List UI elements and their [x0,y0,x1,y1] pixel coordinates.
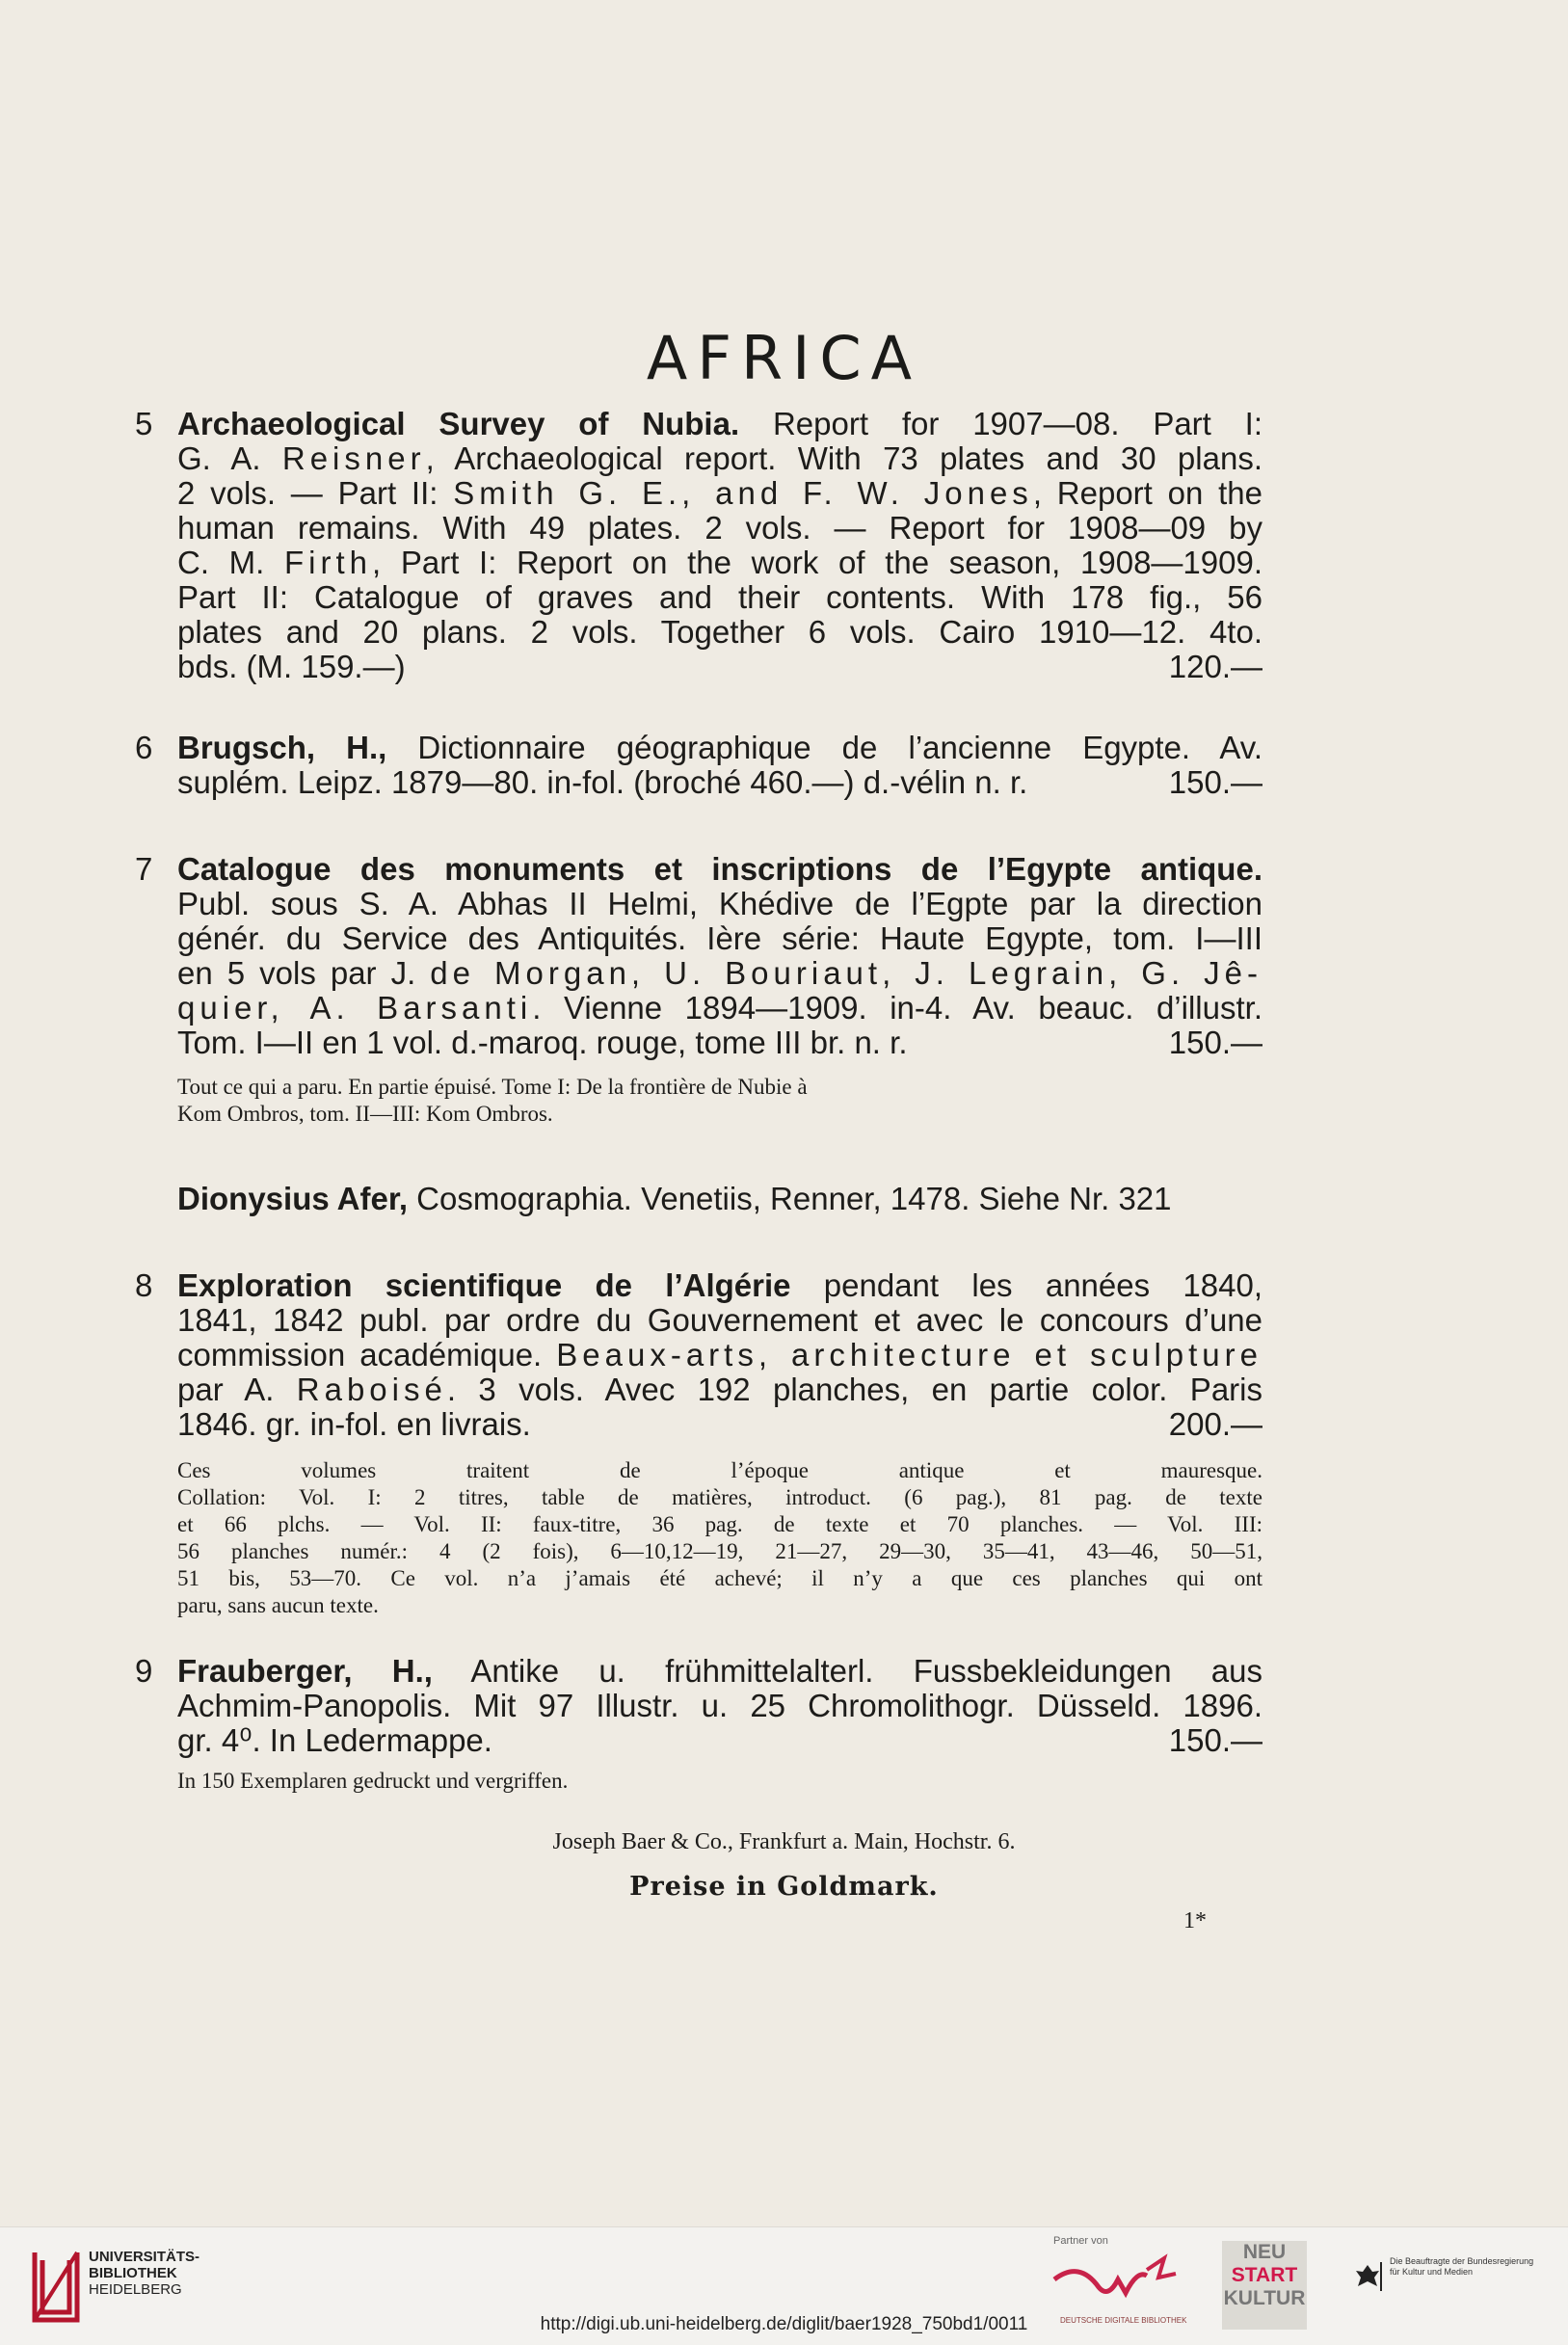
entry-number: 7 [135,851,153,887]
entry-text: , Archaeological report. With 73 plates and 30 plans. [425,440,1262,476]
entry-text: pendant les années 1840, [790,1267,1262,1303]
entry-text: G. A. [177,440,282,476]
entry-body [177,1182,1262,1216]
page-number: 1* [1183,1908,1207,1933]
publisher-imprint: Joseph Baer & Co., Frankfurt a. Main, Hochstr. 6. [552,1829,1016,1854]
entry-line [177,1026,1262,1060]
entry-line [177,615,1262,650]
entry-text: plates and 20 plans. 2 vols. Together 6 vols. Cairo 1910—12. 4to. [177,614,1262,650]
entry-line [177,731,1262,765]
note-line: Ces volumes traitent de l’époque antique et mauresque. [177,1458,1262,1482]
entry-text: bds. (M. 159.—) [177,649,406,684]
entry-text: Report for 1907—08. Part I: [739,406,1263,441]
note-line: 51 bis, 53—70. Ce vol. n’a j’amais été achevé; il n’y a que ces planches qui ont [177,1566,1262,1590]
entry-line [177,1338,1262,1372]
page-heading: AFRICA [646,323,922,393]
entry-line [177,887,1262,921]
entry-notes-body [177,1074,1262,1128]
entry-lead: Archaeological Survey of Nubia. [177,406,740,441]
entry-price: 150.— [1168,1722,1262,1758]
entry-notes-body [177,1768,1262,1795]
ddb-label: DEUTSCHE DIGITALE BIBLIOTHEK [1060,2316,1187,2325]
entry-text: 2 vols. — Part II: [177,475,454,511]
entry-line [177,991,1262,1026]
library-name-line1: UNIVERSITÄTS- [89,2249,200,2265]
entry-text: , Report on the [1032,475,1262,511]
entry-text: 1846. gr. in-fol. en livrais. [177,1406,531,1442]
source-url[interactable]: http://digi.ub.uni-heidelberg.de/diglit/baer1928_750bd1/0011 [540,2314,1028,2334]
neustart-line2: START [1231,2264,1298,2286]
entry-text: commission académique. [177,1337,557,1372]
author-name: Reisner [281,440,426,476]
entry-text: 1841, 1842 publ. par ordre du Gouvernement et avec le concours d’une [177,1302,1262,1338]
entry-text: Cosmographia. Venetiis, Renner, 1478. Siehe Nr. 321 [408,1181,1172,1216]
entry-text: génér. du Service des Antiquités. Ière série: Haute Egypte, tom. I—III [177,920,1262,956]
entry-line [177,476,1262,511]
entry-line [177,1723,1262,1758]
author-name: quier, A. Barsanti [177,990,533,1026]
note-line: In 150 Exemplaren gedruckt und vergriffen. [177,1769,569,1793]
entry-line [177,546,1262,580]
entry-lead: Frauberger, H., [177,1653,433,1689]
partner-label: Partner von [1053,2235,1108,2247]
entry-body [177,1654,1262,1758]
neustart-line1: NEU [1242,2241,1287,2263]
entry-lead: Catalogue des monuments et inscriptions de l’Egypte antique. [177,851,1262,887]
entry-line [177,921,1262,956]
entry-line [177,441,1262,476]
entry-text: Antike u. frühmittelalterl. Fussbekleidungen aus [432,1653,1262,1689]
entry-line [177,956,1262,991]
entry-text: . Vienne 1894—1909. in-4. Av. beauc. d’illustr. [532,990,1262,1026]
entry-lead: Exploration scientifique de l’Algérie [177,1267,791,1303]
entry-text: C. M. [177,545,284,580]
note-line: Tout ce qui a paru. En partie épuisé. Tome I: De la frontière de Nubie à [177,1075,808,1099]
entry-line [177,580,1262,615]
footer-bar [0,2226,1568,2345]
ddb-logo-icon [1050,2251,1185,2312]
entry-number: 9 [135,1653,153,1689]
author-name: Smith G. E., and F. W. Jones [453,475,1033,511]
price-note: Preise in Goldmark. [629,1872,939,1902]
library-name [89,2249,199,2298]
entry-price: 200.— [1168,1406,1262,1442]
note-line: et 66 plchs. — Vol. II: faux-titre, 36 pag. de texte et 70 planches. — Vol. III: [177,1512,1262,1536]
entry-line [177,1303,1262,1338]
entry-lead: Brugsch, H., [177,730,387,765]
federal-eagle-icon [1353,2262,1382,2291]
entry-body [177,731,1262,800]
entry-line [177,511,1262,546]
note-line: Collation: Vol. I: 2 titres, table de matières, introduct. (6 pag.), 81 pag. de texte [177,1485,1262,1509]
note-line: 56 planches numér.: 4 (2 fois), 6—10,12—19, 21—27, 29—30, 35—41, 43—46, 50—51, [177,1539,1262,1563]
entry-line [177,1182,1262,1216]
entry-text: human remains. With 49 plates. 2 vols. — Report for 1908—09 by [177,510,1262,546]
entry-line [177,852,1262,887]
entry-text: Dictionnaire géographique de l’ancienne Egypte. Av. [386,730,1263,765]
entry-line [177,1689,1262,1723]
entry-text: . 3 vols. Avec 192 planches, en partie color. Paris [446,1372,1262,1407]
entry-text: , Part I: Report on the work of the season, 1908—1909. [372,545,1262,580]
entry-price: 120.— [1168,649,1262,684]
entry-price: 150.— [1168,1025,1262,1060]
entry-body [177,1268,1262,1442]
author-name: de Morgan, U. Bouriaut, J. Legrain, G. Jê- [430,955,1262,991]
author-name: Beaux-arts, architecture et sculpture [556,1337,1262,1372]
entry-body [177,852,1262,1060]
entry-number: 6 [135,730,153,765]
entry-line [177,1407,1262,1442]
entry-text: suplém. Leipz. 1879—80. in-fol. (broché 460.—) d.-vélin n. r. [177,764,1028,800]
entry-line [177,650,1262,684]
entry-text: Part II: Catalogue of graves and their contents. With 178 fig., 56 [177,579,1262,615]
entry-text: Tom. I—II en 1 vol. d.-maroq. rouge, tome III br. n. r. [177,1025,908,1060]
entry-line [177,765,1262,800]
entry-body [177,407,1262,684]
author-name: Firth [284,545,372,580]
author-name: Raboisé [296,1372,447,1407]
note-line: Kom Ombros, tom. II—III: Kom Ombros. [177,1102,553,1126]
entry-number: 8 [135,1267,153,1303]
entry-text: gr. 4⁰. In Ledermappe. [177,1722,492,1758]
neustart-line3: KULTUR [1223,2287,1306,2309]
entry-number: 5 [135,406,153,441]
library-name-line3: HEIDELBERG [89,2281,182,2298]
entry-lead: Dionysius Afer, [177,1181,409,1216]
entry-price: 150.— [1168,764,1262,800]
entry-line [177,1268,1262,1303]
entry-text: Achmim-Panopolis. Mit 97 Illustr. u. 25 Chromolithogr. Düsseld. 1896. [177,1688,1262,1723]
entry-text: en 5 vols par J. [177,955,431,991]
entry-notes-body [177,1457,1262,1619]
library-name-line2: BIBLIOTHEK [89,2265,177,2281]
government-label: Die Beauftragte der Bundesregierung für Kultur und Medien [1390,2256,1534,2277]
note-line: paru, sans aucun texte. [177,1593,379,1617]
entry-line [177,1654,1262,1689]
entry-text: Publ. sous S. A. Abhas II Helmi, Khédive de l’Egpte par la direction [177,886,1262,921]
entry-text: par A. [177,1372,297,1407]
entry-line [177,407,1262,441]
entry-line [177,1372,1262,1407]
